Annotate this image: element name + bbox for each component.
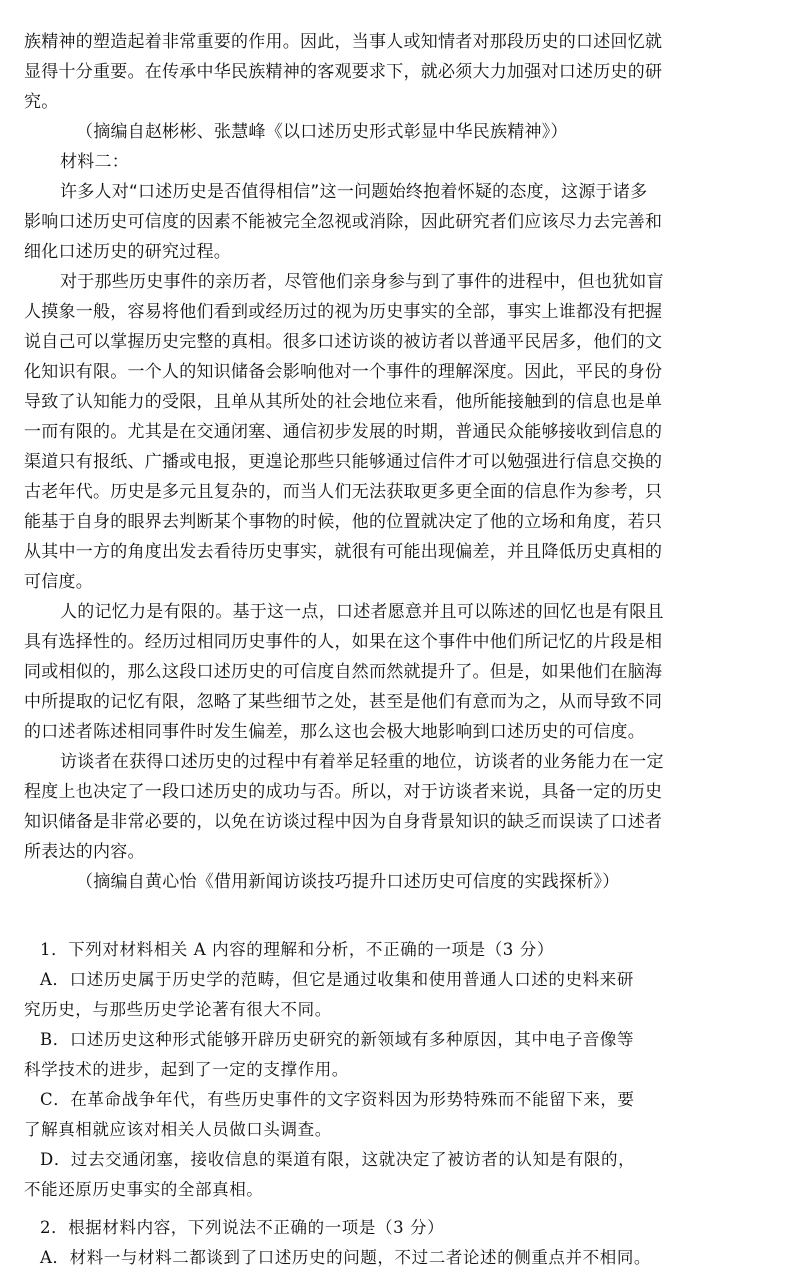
paragraph-line: 中所提取的记忆有限，忽略了某些细节之处，甚至是他们有意而为之，从而导致不同 (24, 692, 663, 712)
question-option: 了解真相就应该对相关人员做口头调查。 (24, 1120, 332, 1139)
paragraph-line: 显得十分重要。在传承中华民族精神的客观要求下，就必须大力加强对口述历史的研 (24, 62, 663, 82)
question-option: 科学技术的进步，起到了一定的支撑作用。 (24, 1060, 349, 1079)
paragraph-line: 所表达的内容。 (24, 842, 145, 862)
paragraph-line: 究。 (24, 92, 59, 112)
paragraph-line: 能基于自身的眼界去判断某个事物的时候，他的位置就决定了他的立场和角度，若只 (24, 512, 663, 532)
paragraph-line: 人的记忆力是有限的。基于这一点，口述者愿意并且可以陈述的回忆也是有限且 (60, 602, 664, 622)
paragraph-line: 族精神的塑造起着非常重要的作用。因此，当事人或知情者对那段历史的口述回忆就 (24, 32, 663, 52)
paragraph-line: 影响口述历史可信度的因素不能被完全忽视或消除，因此研究者们应该尽力去完善和 (24, 212, 663, 232)
question-option: 不能还原历史事实的全部真相。 (24, 1180, 264, 1199)
paragraph-line: 古老年代。历史是多元且复杂的，而当人们无法获取更多更全面的信息作为参考，只 (24, 482, 663, 502)
paragraph-line: 同或相似的，那么这段口述历史的可信度自然而然就提升了。但是，如果他们在脑海 (24, 662, 663, 682)
paragraph-line: 对于那些历史事件的亲历者，尽管他们亲身参与到了事件的进程中，但也犹如盲 (60, 272, 664, 292)
question-stem: 2．根据材料内容，下列说法不正确的一项是（3 分） (40, 1218, 445, 1237)
paragraph-line: 化知识有限。一个人的知识储备会影响他对一个事件的理解深度。因此，平民的身份 (24, 362, 663, 382)
paragraph-line: 一而有限的。尤其是在交通闭塞、通信初步发展的时期，普通民众能够接收到信息的 (24, 422, 663, 442)
paragraph-line: 人摸象一般，容易将他们看到或经历过的视为历史事实的全部，事实上谁都没有把握 (24, 302, 663, 322)
question-option: C．在革命战争年代，有些历史事件的文字资料因为形势特殊而不能留下来，要 (40, 1090, 635, 1109)
question-option: B．口述历史这种形式能够开辟历史研究的新领域有多种原因，其中电子音像等 (40, 1030, 635, 1049)
question-option: A．口述历史属于历史学的范畴，但它是通过收集和使用普通人口述的史料来研 (40, 970, 634, 989)
paragraph-line: 渠道只有报纸、广播或电报，更遑论那些只能够通过信件才可以勉强进行信息交换的 (24, 452, 663, 472)
paragraph-line: 从其中一方的角度出发去看待历史事实，就很有可能出现偏差，并且降低历史真相的 (24, 542, 663, 562)
paragraph-line: 知识储备是非常必要的，以免在访谈过程中因为自身背景知识的缺乏而误读了口述者 (24, 812, 663, 832)
question-option: 究历史，与那些历史学论著有很大不同。 (24, 1000, 332, 1019)
paragraph-line: 许多人对“口述历史是否值得相信”这一问题始终抱着怀疑的态度，这源于诸多 (60, 182, 648, 202)
paragraph-line: 细化口述历史的研究过程。 (24, 242, 231, 262)
paragraph-line: 说自己可以掌握历史完整的真相。很多口述访谈的被访者以普通平民居多，他们的文 (24, 332, 663, 352)
paragraph-line: 程度上也决定了一段口述历史的成功与否。所以，对于访谈者来说，具备一定的历史 (24, 782, 663, 802)
material-heading: 材料二： (60, 152, 129, 172)
paragraph-line: 导致了认知能力的受限，且单从其所处的社会地位来看，他所能接触到的信息也是单 (24, 392, 663, 412)
paragraph-line: 访谈者在获得口述历史的过程中有着举足轻重的地位，访谈者的业务能力在一定 (60, 752, 664, 772)
source-citation: （摘编自黄心怡《借用新闻访谈技巧提升口述历史可信度的实践探析》） (76, 872, 620, 892)
question-option: A．材料一与材料二都谈到了口述历史的问题，不过二者论述的侧重点并不相同。 (40, 1248, 652, 1267)
paragraph-line: 的口述者陈述相同事件时发生偏差，那么这也会极大地影响到口述历史的可信度。 (24, 722, 645, 742)
question-stem: 1．下列对材料相关 A 内容的理解和分析，不正确的一项是（3 分） (40, 940, 554, 959)
source-citation: （摘编自赵彬彬、张慧峰《以口述历史形式彰显中华民族精神》） (76, 122, 568, 142)
question-option: D．过去交通闭塞，接收信息的渠道有限，这就决定了被访者的认知是有限的， (40, 1150, 636, 1169)
paragraph-line: 可信度。 (24, 572, 93, 592)
paragraph-line: 具有选择性的。经历过相同历史事件的人，如果在这个事件中他们所记忆的片段是相 (24, 632, 663, 652)
